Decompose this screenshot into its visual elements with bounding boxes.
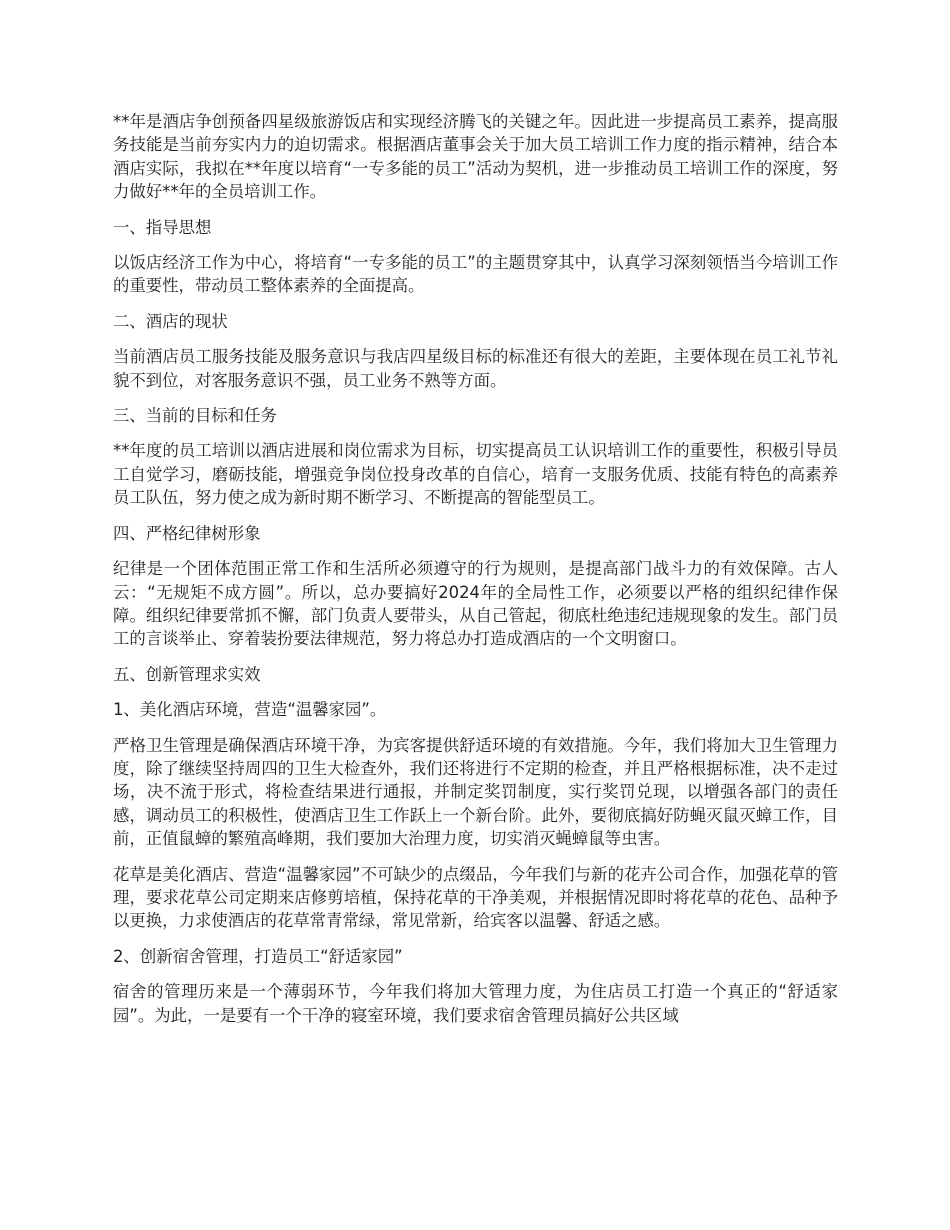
hygiene-paragraph: 严格卫生管理是确保酒店环境干净，为宾客提供舒适环境的有效措施。今年，我们将加大卫生管理力度，除了继续坚持周四的卫生大检查外，我们还将进行不定期的检查，并且严格根据标准，决不走过场，决不流于形式，将检查结果进行通报，并制定奖罚制度，实行奖罚兑现，以增强各部门的责任感，调动员工的积极性，使酒店卫生工作跃上一个新台阶。此外，要彻底搞好防蝇灭鼠灭蟑工作，目前，正值鼠蟑的繁殖高峰期，我们要加大治理力度，切实消灭蝇蟑鼠等虫害。 [113,735,838,849]
subheading-dormitory: 2、创新宿舍管理，打造员工“舒适家园” [113,946,403,966]
flowers-paragraph: 花草是美化酒店、营造“温馨家园”不可缺少的点缀品，今年我们与新的花卉公司合作，加强花草的管理，要求花草公司定期来店修剪培植，保持花草的干净美观，并根据情况即时将花草的花色、品种予以更换，力求使酒店的花草常青常绿，常见常新，给宾客以温馨、舒适之感。 [113,864,838,931]
section-heading-guiding-thought: 一、指导思想 [113,217,212,237]
subheading-environment: 1、美化酒店环境，营造“温馨家园”。 [113,700,387,720]
current-status-paragraph: 当前酒店员工服务技能及服务意识与我店四星级目标的标准还有很大的差距，主要体现在员工礼节礼貌不到位，对客服务意识不强，员工业务不熟等方面。 [113,347,838,390]
dormitory-paragraph: 宿舍的管理历来是一个薄弱环节，今年我们将加大管理力度，为住店员工打造一个真正的“舒适家园”。为此，一是要有一个干净的寝室环境，我们要求宿舍管理员搞好公共区域 [113,982,838,1025]
document-page [113,110,838,1039]
goals-tasks-paragraph: **年度的员工培训以酒店进展和岗位需求为目标，切实提高员工认识培训工作的重要性，积极引导员工自觉学习，磨砺技能，增强竞争岗位投身改革的自信心，培育一支服务优质、技能有特色的高素养员工队伍，努力使之成为新时期不断学习、不断提高的智能型员工。 [113,441,838,508]
intro-paragraph: **年是酒店争创预备四星级旅游饭店和实现经济腾飞的关键之年。因此进一步提高员工素养，提高服务技能是当前夯实内力的迫切需求。根据酒店董事会关于加大员工培训工作力度的指示精神，结合本酒店实际，我拟在**年度以培育“一专多能的员工”活动为契机，进一步推动员工培训工作的深度，努力做好**年的全员培训工作。 [113,112,838,202]
section-heading-discipline: 四、严格纪律树形象 [113,523,261,543]
section-heading-innovation: 五、创新管理求实效 [113,664,261,684]
guiding-thought-paragraph: 以饭店经济工作为中心，将培育“一专多能的员工”的主题贯穿其中，认真学习深刻领悟当今培训工作的重要性，带动员工整体素养的全面提高。 [113,253,838,296]
discipline-paragraph: 纪律是一个团体范围正常工作和生活所必须遵守的行为规则，是提高部门战斗力的有效保障。古人云：“无规矩不成方圆”。所以，总办要搞好2024年的全局性工作，必须要以严格的组织纪律作保障。组织纪律要常抓不懈，部门负责人要带头，从自己管起，彻底杜绝违纪违规现象的发生。部门员工的言谈举止、穿着装扮要法律规范，努力将总办打造成酒店的一个文明窗口。 [113,559,838,649]
section-heading-current-status: 二、酒店的现状 [113,311,228,331]
section-heading-goals-tasks: 三、当前的目标和任务 [113,406,277,426]
